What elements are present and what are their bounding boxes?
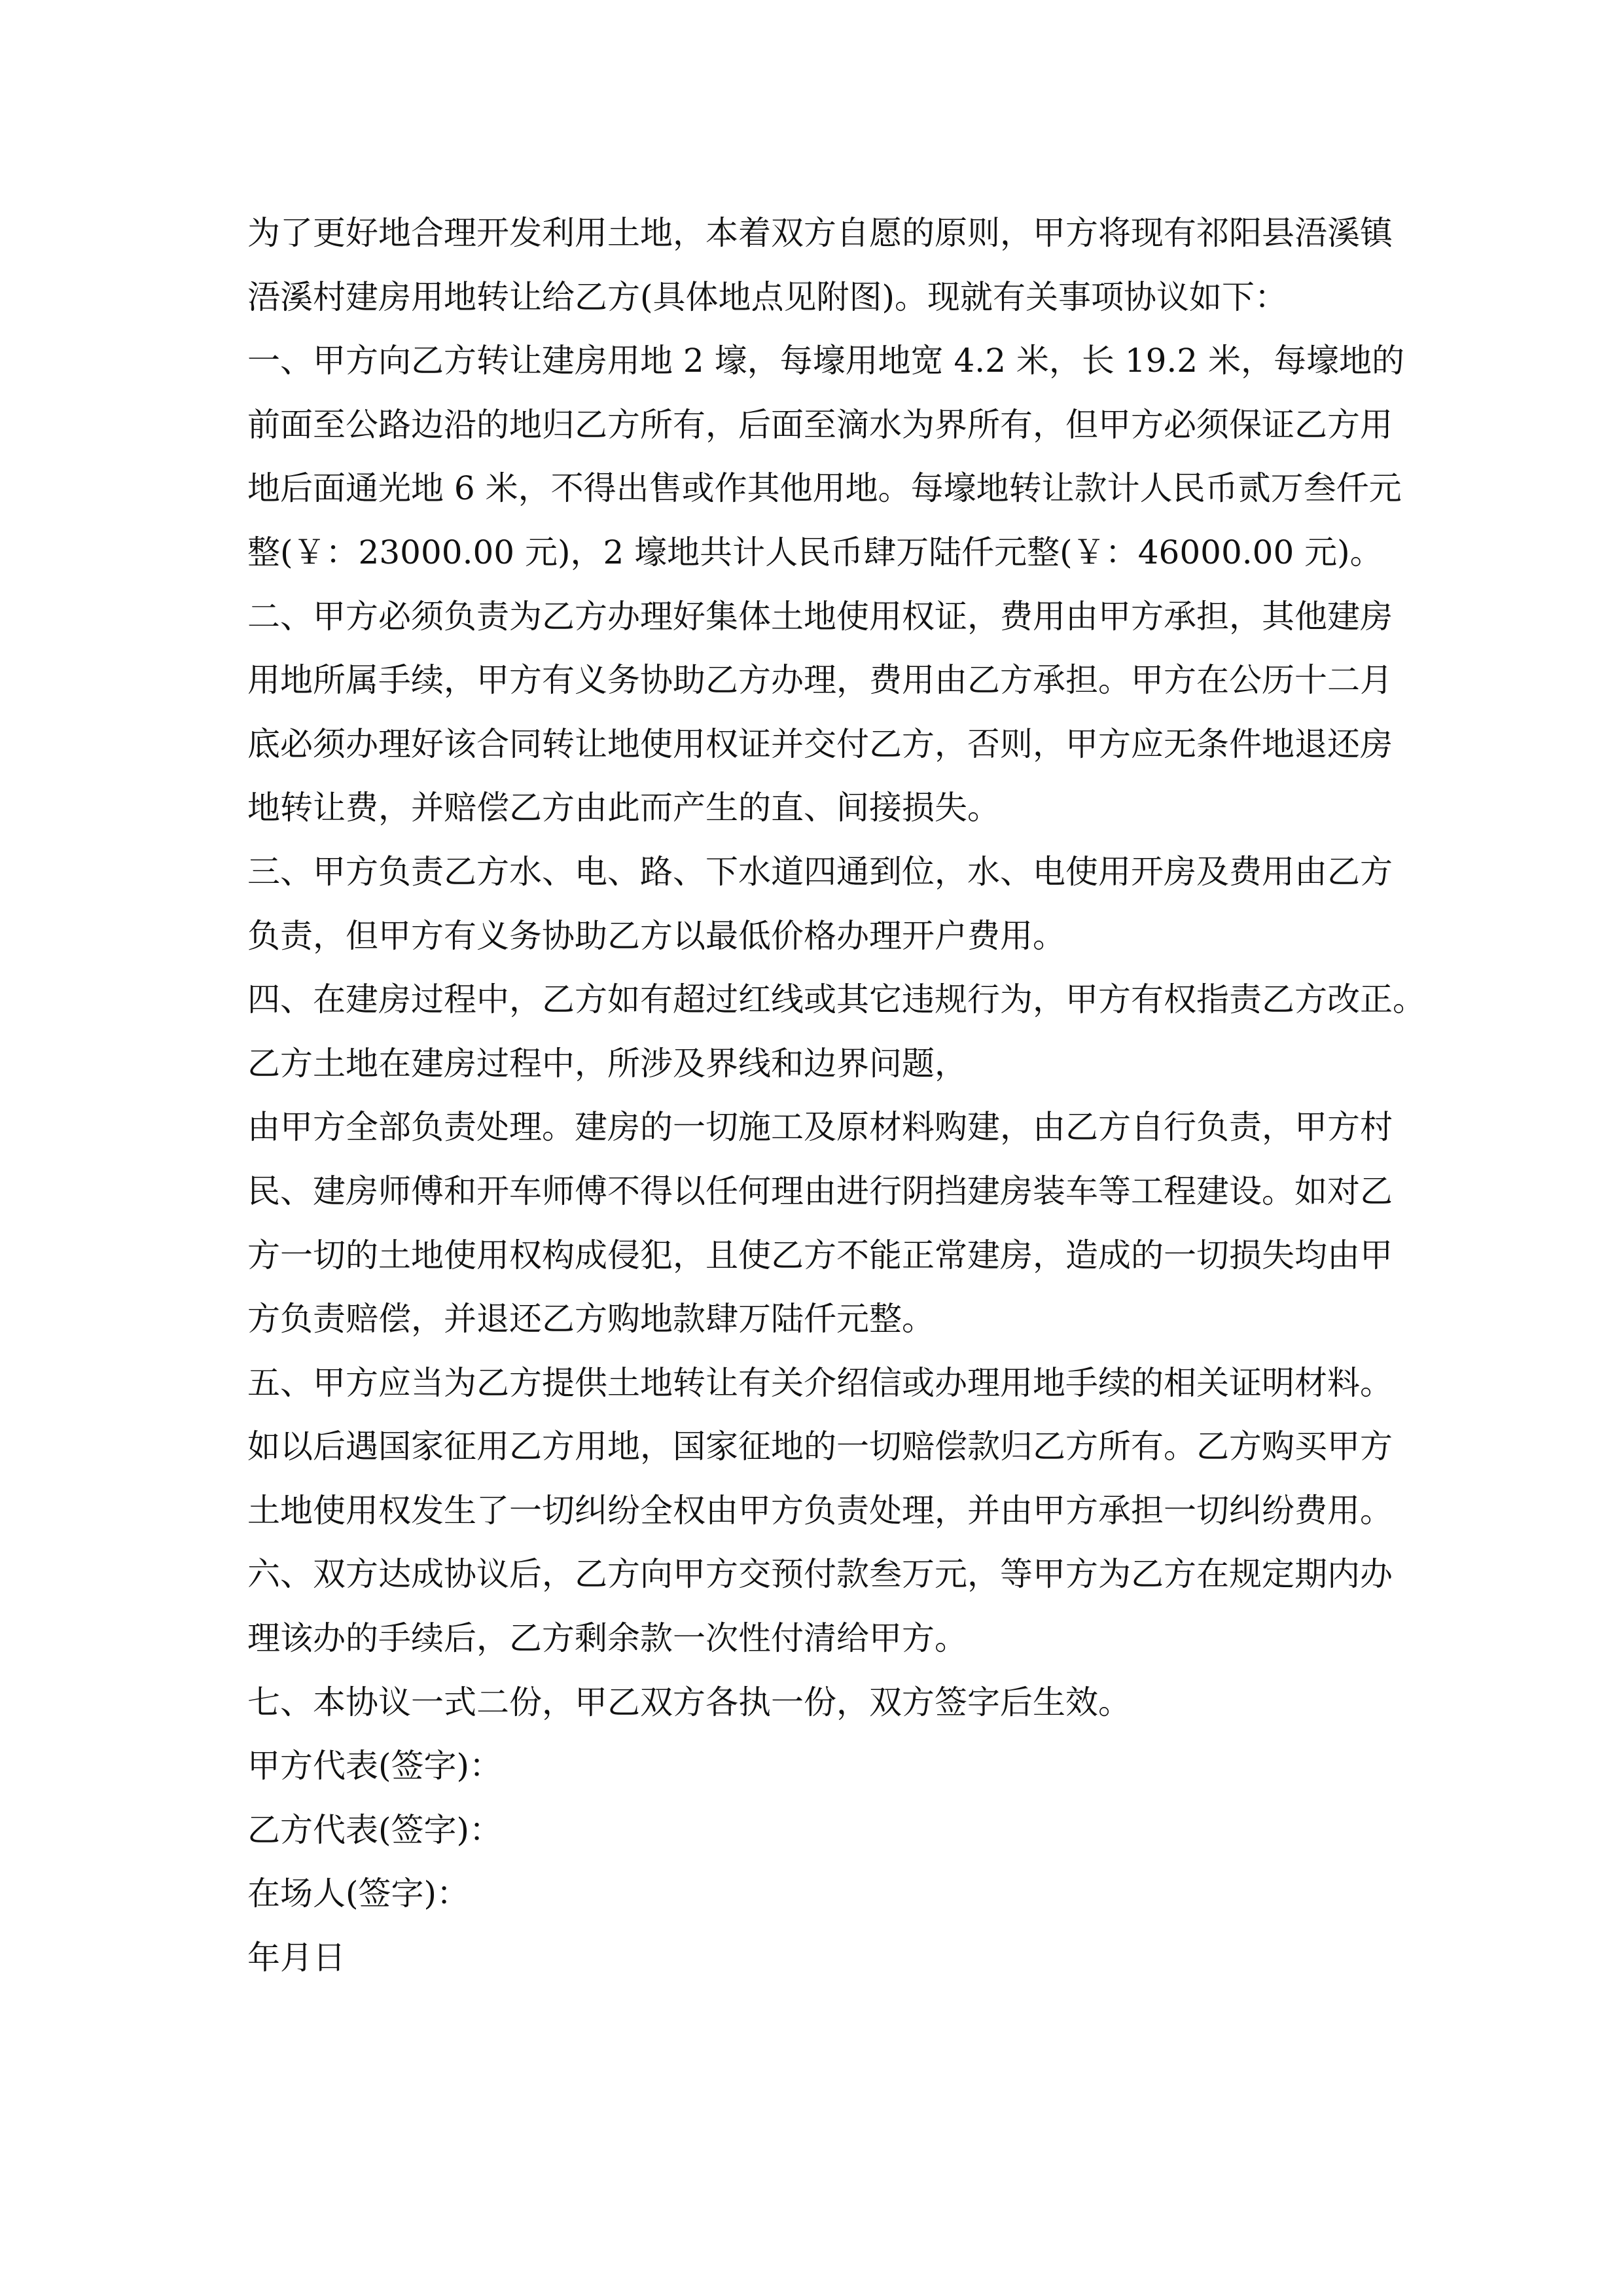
clause-2-line: 地转让费，并赔偿乙方由此而产生的直、间接损失。 [247, 789, 1000, 827]
clause-4-line: 由甲方全部负责处理。建房的一切施工及原材料购建，由乙方自行负责，甲方村 [247, 1108, 1393, 1147]
clause-4-line: 四、在建房过程中，乙方如有超过红线或其它违规行为，甲方有权指责乙方改正。 [247, 980, 1425, 1019]
clause-6-line: 六、双方达成协议后，乙方向甲方交预付款叁万元，等甲方为乙方在规定期内办 [247, 1555, 1393, 1594]
agreement-body [247, 202, 1425, 1990]
clause-4-line: 方负责赔偿，并退还乙方购地款肆万陆仟元整。 [247, 1300, 935, 1338]
clause-2-line: 用地所属手续，甲方有义务协助乙方办理，费用由乙方承担。甲方在公历十二月 [247, 661, 1393, 700]
clause-5-line: 如以后遇国家征用乙方用地，国家征地的一切赔偿款归乙方所有。乙方购买甲方 [247, 1427, 1393, 1466]
clause-1-line: 地后面通光地 6 米，不得出售或作其他用地。每壕地转让款计人民币贰万叁仟元 [247, 469, 1402, 508]
clause-4-line: 乙方土地在建房过程中，所涉及界线和边界问题， [247, 1044, 967, 1083]
party-b-signature-line: 乙方代表(签字)： [247, 1810, 503, 1849]
body-line: 为了更好地合理开发利用土地，本着双方自愿的原则，甲方将现有祁阳县浯溪镇 [247, 214, 1393, 252]
clause-4-line: 民、建房师傅和开车师傅不得以任何理由进行阴挡建房装车等工程建设。如对乙 [247, 1172, 1393, 1210]
clause-1-line: 整(￥：23000.00 元)，2 壕地共计人民币肆万陆仟元整(￥：46000.00 元)。 [247, 533, 1383, 571]
clause-1-line: 前面至公路边沿的地归乙方所有，后面至滴水为界所有，但甲方必须保证乙方用 [247, 405, 1393, 444]
clause-1-line: 一、甲方向乙方转让建房用地 2 壕，每壕用地宽 4.2 米，长 19.2 米，每壕地的 [247, 342, 1405, 380]
clause-5-line: 五、甲方应当为乙方提供土地转让有关介绍信或办理用地手续的相关证明材料。 [247, 1363, 1393, 1402]
witness-signature-line: 在场人(签字)： [247, 1874, 470, 1913]
clause-7-line: 七、本协议一式二份，甲乙双方各执一份，双方签字后生效。 [247, 1683, 1131, 1721]
clause-4-line: 方一切的土地使用权构成侵犯，且使乙方不能正常建房，造成的一切损失均由甲 [247, 1236, 1393, 1274]
body-line: 浯溪村建房用地转让给乙方(具体地点见附图)。现就有关事项协议如下： [247, 278, 1288, 316]
clause-2-line: 底必须办理好该合同转让地使用权证并交付乙方，否则，甲方应无条件地退还房 [247, 725, 1393, 763]
clause-3-line: 负责，但甲方有义务协助乙方以最低价格办理开户费用。 [247, 916, 1065, 955]
date-line: 年月日 [247, 1939, 346, 1977]
clause-3-line: 三、甲方负责乙方水、电、路、下水道四通到位，水、电使用开房及费用由乙方 [247, 852, 1393, 891]
clause-6-line: 理该办的手续后，乙方剩余款一次性付清给甲方。 [247, 1619, 967, 1658]
clause-2-line: 二、甲方必须负责为乙方办理好集体土地使用权证，费用由甲方承担，其他建房 [247, 597, 1393, 636]
party-a-signature-line: 甲方代表(签字)： [247, 1747, 503, 1785]
clause-5-line: 土地使用权发生了一切纠纷全权由甲方负责处理，并由甲方承担一切纠纷费用。 [247, 1491, 1393, 1530]
